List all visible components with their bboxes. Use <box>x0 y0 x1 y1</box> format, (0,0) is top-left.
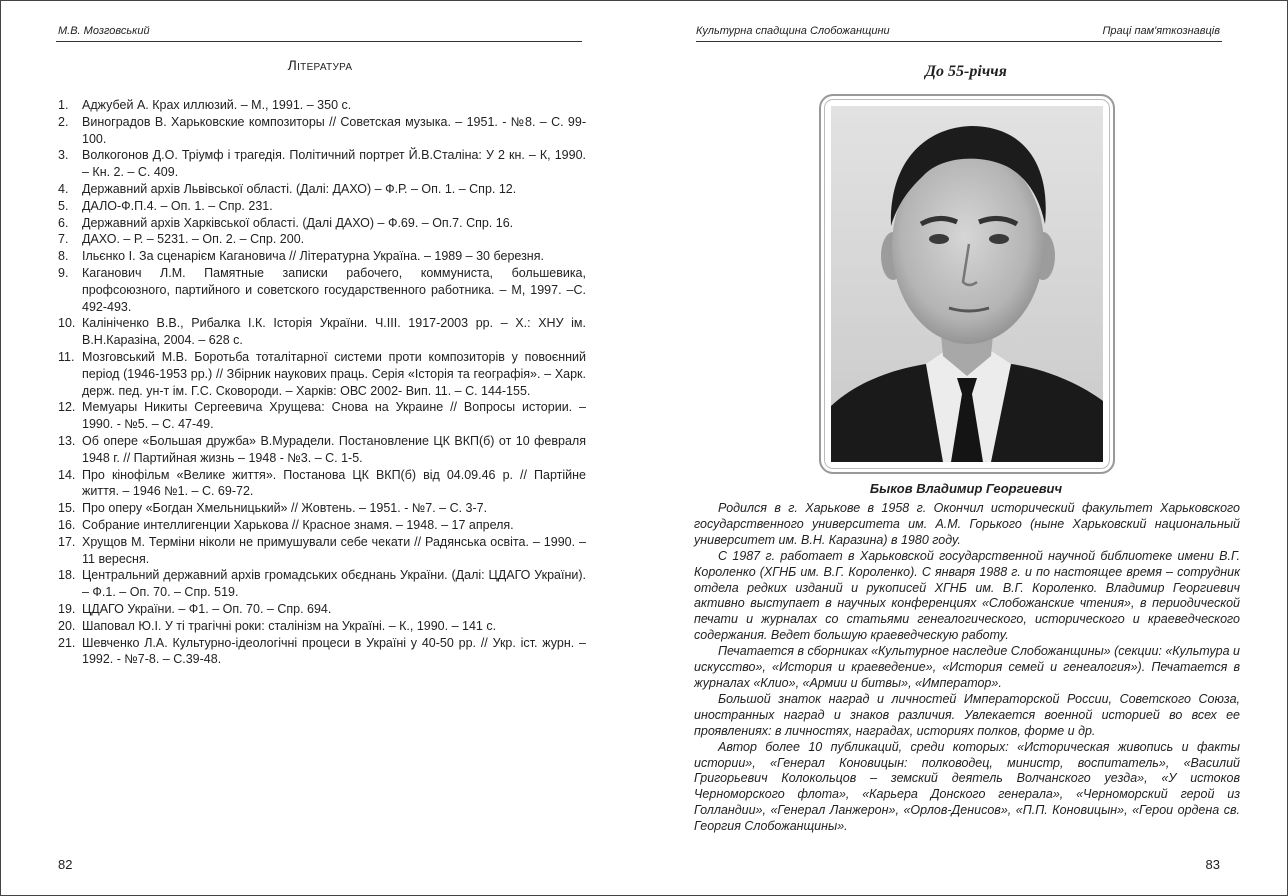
biography-text <box>694 501 1240 835</box>
reference-number: 18. <box>58 568 76 583</box>
reference-item <box>58 114 586 148</box>
running-header-author: М.В. Мозговський <box>58 25 150 37</box>
reference-text: Мемуары Никиты Сергеевича Хрущева: Снова на Украине // Вопросы истории. – 1990. - №5. – С. 47-49. <box>82 400 586 432</box>
biography-paragraph: Печатается в сборниках «Культурное наследие Слобожанщины» (секции: «Культура и искусство», «История и краеведение», «История семей и генеалогия»). Печатается в журналах «Клио», «Армии и битвы», «Император». <box>694 644 1240 690</box>
reference-item <box>58 500 586 517</box>
section-title: Література <box>287 57 353 73</box>
reference-item <box>58 467 586 501</box>
reference-text: Аджубей А. Крах иллюзий. – М., 1991. – 350 с. <box>82 98 352 112</box>
reference-text: Волкогонов Д.О. Тріумф і трагедія. Політичний портрет Й.В.Сталіна: У 2 кн. – К, 1990. – Кн. 2. – С. 409. <box>82 148 586 180</box>
reference-item <box>58 248 586 265</box>
reference-number: 6. <box>58 215 69 230</box>
reference-number: 4. <box>58 181 69 196</box>
portrait-frame <box>819 94 1115 474</box>
reference-text: ЦДАГО України. – Ф1. – Оп. 70. – Спр. 694. <box>82 601 332 616</box>
biography-paragraph: Родился в г. Харькове в 1958 г. Окончил исторический факультет Харьковского государственного университета им. А.М. Горького (ныне Харьковский национальный университет им. В.Н. Каразина) в 1980 году. <box>694 501 1240 547</box>
reference-text: Шевченко Л.А. Культурно-ідеологічні процеси в Україні у 40-50 рр. // Укр. іст. журн. – 1992. - №7-8. – С.39-48. <box>82 635 586 667</box>
portrait-photo <box>831 106 1103 462</box>
reference-item <box>58 635 586 669</box>
reference-text: ДАХО. – Р. – 5231. – Оп. 2. – Спр. 200. <box>82 232 305 247</box>
right-page <box>644 0 1288 896</box>
reference-item <box>58 215 586 232</box>
reference-text: Каганович Л.М. Памятные записки рабочего, коммуниста, большевика, профсоюзного, партийного и советского государственного работника. – М, 1997. –С. 492-493. <box>82 265 586 314</box>
reference-number: 12. <box>58 400 76 415</box>
reference-number: 15. <box>58 501 76 516</box>
header-rule <box>56 41 582 42</box>
reference-number: 7. <box>58 232 69 247</box>
anniversary-title: До 55-річчя <box>925 63 1007 80</box>
reference-number: 19. <box>58 601 76 616</box>
reference-number: 3. <box>58 148 69 163</box>
reference-number: 16. <box>58 517 76 532</box>
reference-text: Про кінофільм «Велике життя». Постанова ЦК ВКП(б) від 04.09.46 р. // Партійне життя. – 1946 №1. – С. 69-72. <box>82 467 586 499</box>
reference-text: ДАЛО-Ф.П.4. – Оп. 1. – Спр. 231. <box>82 198 273 213</box>
reference-item <box>58 517 586 534</box>
reference-item <box>58 618 586 635</box>
reference-item <box>58 198 586 215</box>
reference-text: Виноградов В. Харьковские композиторы // Советская музыка. – 1951. - №8. – С. 99-100. <box>82 114 586 146</box>
reference-item <box>58 265 586 315</box>
page-number-right: 83 <box>1205 857 1220 872</box>
reference-number: 5. <box>58 198 69 213</box>
reference-text: Собрание интеллигенции Харькова // Красное знамя. – 1948. – 17 апреля. <box>82 517 514 532</box>
header-rule <box>696 41 1222 42</box>
person-name: Быков Владимир Георгиевич <box>869 481 1063 496</box>
reference-item <box>58 315 586 349</box>
reference-text: Державний архів Харківської області. (Далі ДАХО) – Ф.69. – Оп.7. Спр. 16. <box>82 215 514 230</box>
reference-text: Державний архів Львівської області. (Далі: ДАХО) – Ф.Р. – Оп. 1. – Спр. 12. <box>82 181 517 196</box>
reference-number: 13. <box>58 433 76 448</box>
reference-item <box>58 399 586 433</box>
reference-item <box>58 97 586 114</box>
reference-text: Мозговський М.В. Боротьба тоталітарної системи проти композиторів у повоєнний період (1946-1953 рр.) // Збірник наукових праць. Серія «Історія та географія». – Харк. держ. пед. ун-т ім. Г.С. Сковороди. – Харків: ОВС 2002- Вип. 11. – С. 144-155. <box>82 349 586 398</box>
biography-paragraph: Большой знаток наград и личностей Императорской России, Советского Союза, иностранных наград и знаков различия. Увлекается военной историей во всех ее проявлениях: в личностях, наградах, историях полков, форме и др. <box>694 691 1240 738</box>
reference-item <box>58 349 586 399</box>
reference-number: 11. <box>58 349 75 364</box>
reference-number: 21. <box>58 635 76 650</box>
reference-item <box>58 181 586 198</box>
reference-number: 10. <box>58 316 76 331</box>
reference-item <box>58 601 586 618</box>
reference-text: Калініченко В.В., Рибалка І.К. Історія України. Ч.ІІІ. 1917-2003 рр. – Х.: ХНУ ім. В.Н.Каразіна, 2004. – 628 с. <box>82 316 586 348</box>
reference-text: Об опере «Большая дружба» В.Мурадели. Постановление ЦК ВКП(б) от 10 февраля 1948 г. // Партийная жизнь – 1948 - №3. – С. 1-5. <box>82 433 586 465</box>
reference-number: 9. <box>58 265 69 280</box>
page-number-left: 82 <box>58 857 73 872</box>
reference-text: Ільєнко І. За сценарієм Кагановича // Літературна Україна. – 1989 – 30 березня. <box>82 249 544 264</box>
reference-text: Про оперу «Богдан Хмельницький» // Жовтень. – 1951. - №7. – С. 3-7. <box>82 501 488 516</box>
reference-item <box>58 567 586 601</box>
running-header-section: Праці пам'яткознавців <box>1102 25 1220 37</box>
reference-number: 1. <box>58 98 69 112</box>
biography-paragraph: С 1987 г. работает в Харьковской государственной научной библиотеке имени В.Г. Короленко (ХГНБ им. В.Г. Короленко). С января 1988 г. и по настоящее время – сотрудник отдела редких изданий и рукописей ХГНБ им. В.Г. Короленко. Владимир Георгиевич активно выступает в научных конференциях «Слобожанские чтения», в периодической печати и журналах со статьями генеалогического, исторического и краеведческого содержания. Ведет большую краеведческую работу. <box>694 548 1240 643</box>
reference-item <box>58 147 586 181</box>
reference-number: 8. <box>58 249 69 264</box>
reference-text: Хрущов М. Терміни ніколи не примушували себе чекати // Радянська освіта. – 1990. – 11 вересня. <box>82 534 586 566</box>
running-header-collection: Культурна спадщина Слобожанщини <box>696 25 890 37</box>
biography-paragraph: Автор более 10 публикаций, среди которых: «Историческая живопись и факты истории», «Генерал Коновицын: полководец, министр, воспитатель», «Василий Григорьевич Колокольцов – земский деятель Волчанского уезда», «У истоков Черноморского флота», «Карьера Донского генерала», «Черноморский герой из Голландии», «Генерал Ланжерон», «Орлов-Денисов», «П.П. Коновицын», «Герои ордена св. Георгия Слобожанщины». <box>694 739 1240 834</box>
reference-item <box>58 433 586 467</box>
reference-item <box>58 534 586 568</box>
reference-item <box>58 231 586 248</box>
reference-number: 20. <box>58 618 76 633</box>
reference-text: Шаповал Ю.І. У ті трагічні роки: сталінізм на Україні. – К., 1990. – 141 с. <box>82 618 497 633</box>
reference-list <box>58 97 586 668</box>
reference-number: 14. <box>58 467 76 482</box>
reference-number: 17. <box>58 534 76 549</box>
reference-number: 2. <box>58 114 69 129</box>
reference-text: Центральний державний архів громадських обєднань України. (Далі: ЦДАГО України). – Ф.1. – Оп. 70. – Спр. 519. <box>82 568 586 600</box>
